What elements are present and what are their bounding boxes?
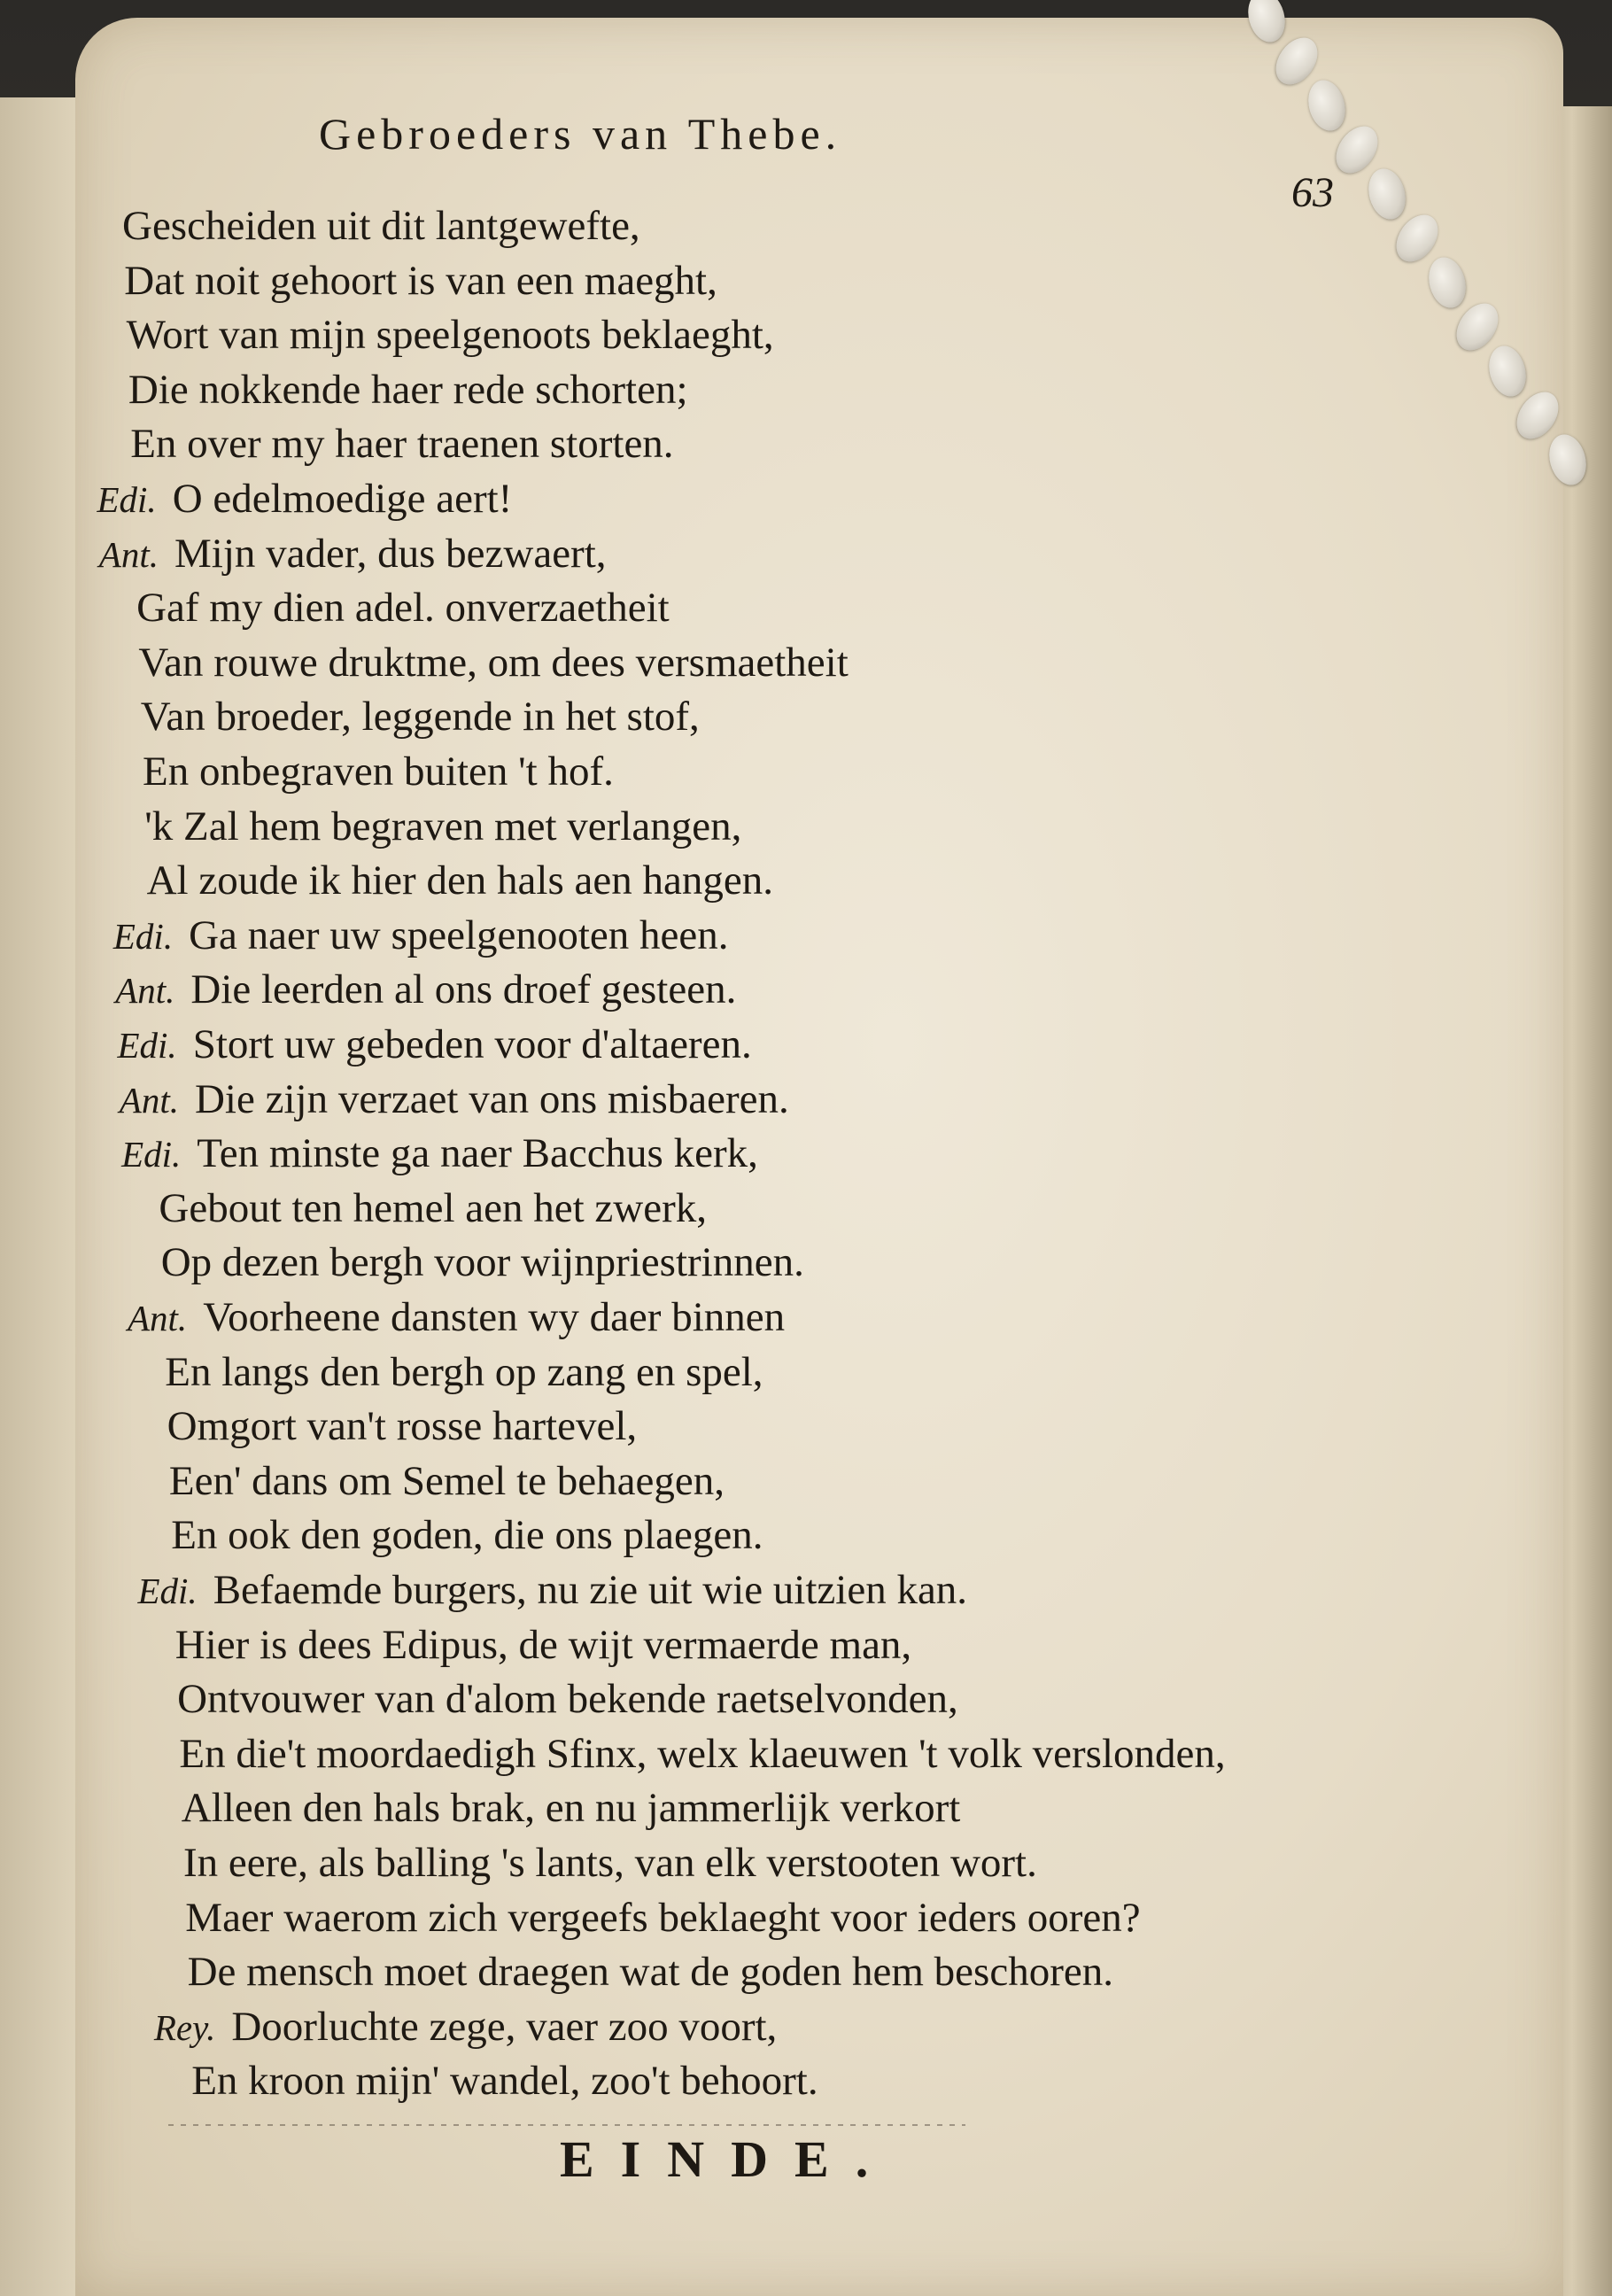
verse-line xyxy=(112,911,729,958)
speaker-label: Edi. xyxy=(97,479,157,520)
verse-line xyxy=(171,1512,763,1559)
verse-text: Maer waerom zich vergeefs beklaeght voor ieders ooren? xyxy=(185,1894,1141,1941)
verse-text: Gescheiden uit dit lantgewefte, xyxy=(122,203,640,249)
verse-line xyxy=(181,1785,961,1832)
verse-line xyxy=(187,1949,1113,1996)
verse-line xyxy=(117,1021,752,1067)
verse-text: Voorheene dansten wy daer binnen xyxy=(203,1294,786,1340)
verse-text: In eere, als balling 's lants, van elk verstooten wort. xyxy=(183,1840,1037,1886)
verse-text: Ontvouwer van d'alom bekende raetselvonden, xyxy=(177,1676,958,1723)
verse-line xyxy=(143,751,614,793)
verse-line xyxy=(177,1676,958,1723)
speaker-label: Rey. xyxy=(153,2006,216,2048)
divider xyxy=(168,2124,965,2126)
verse-line xyxy=(146,857,773,904)
verse-text: Van broeder, leggende in het stof, xyxy=(140,694,700,741)
verse-text: Hier is dees Edipus, de wijt vermaerde man, xyxy=(174,1621,912,1668)
verse-text: Stort uw gebeden voor d'altaeren. xyxy=(192,1021,752,1067)
cord-segment xyxy=(1544,430,1592,489)
verse-line xyxy=(130,421,674,468)
verse-text: Die zijn verzaet van ons misbaeren. xyxy=(194,1075,789,1122)
verse-line xyxy=(160,1239,804,1286)
verse-text: Ten minste ga naer Bacchus kerk, xyxy=(197,1130,758,1177)
verse-line xyxy=(185,1894,1141,1941)
verse-line xyxy=(183,1842,1037,1884)
verse-line xyxy=(115,966,737,1013)
verse-line xyxy=(174,1621,912,1668)
verse-text: En kroon mijn' wandel, zoo't behoort. xyxy=(191,2058,818,2105)
verse-text: En langs den bergh op zang en spel, xyxy=(165,1348,763,1395)
verse-text: Dat noit gehoort is van een maeght, xyxy=(124,257,717,304)
cord-segment xyxy=(1423,253,1471,312)
speaker-label: Edi. xyxy=(137,1571,198,1611)
speaker-label: Ant. xyxy=(128,1298,188,1338)
verse-text: Op dezen bergh voor wijnpriestrinnen. xyxy=(160,1239,804,1286)
verse-line xyxy=(165,1348,763,1395)
verse-text: Wort van mijn speelgenoots beklaeght, xyxy=(126,312,774,359)
verse-line xyxy=(124,257,717,304)
verse-text: Een' dans om Semel te behaegen, xyxy=(168,1457,725,1504)
cord-segment xyxy=(1484,342,1531,400)
verse-line xyxy=(191,2058,818,2105)
verse-line xyxy=(122,203,640,249)
verse-line xyxy=(137,1567,968,1613)
verse-line xyxy=(121,1130,758,1177)
verse-text: Alleen den hals brak, en nu jammerlijk verkort xyxy=(181,1785,961,1832)
speaker-label: Edi. xyxy=(121,1134,182,1175)
verse-text: Ga naer uw speelgenooten heen. xyxy=(189,911,729,958)
verse-text: Gaf my dien adel. onverzaetheit xyxy=(136,585,670,632)
bookmark-ribbon xyxy=(1240,0,1612,496)
speaker-label: Edi. xyxy=(112,915,174,957)
verse-line xyxy=(159,1184,707,1231)
verse-text: En die't moordaedigh Sfinx, welx klaeuwen 't volk verslonden, xyxy=(179,1730,1226,1777)
verse-line xyxy=(153,2003,778,2050)
verse-line xyxy=(128,366,688,413)
verse-line xyxy=(179,1730,1226,1777)
verse-text: Omgort van't rosse hartevel, xyxy=(167,1403,638,1450)
verse-line xyxy=(140,694,700,741)
verse-line xyxy=(144,803,742,849)
verse-text: Al zoude ik hier den hals aen hangen. xyxy=(146,857,773,904)
speaker-label: Ant. xyxy=(119,1079,179,1121)
verse-text: O edelmoedige aert! xyxy=(172,476,513,522)
finis: EINDE. xyxy=(560,2130,895,2188)
verse-line xyxy=(138,639,849,686)
verse-text: Mijn vader, dus bezwaert, xyxy=(174,530,607,577)
speaker-label: Ant. xyxy=(98,533,159,575)
verse-line xyxy=(128,1294,786,1340)
verse-text: En ook den goden, die ons plaegen. xyxy=(171,1512,763,1559)
verse-text: Die nokkende haer rede schorten; xyxy=(128,366,688,413)
page-number: 63 xyxy=(1291,169,1334,216)
cord-segment xyxy=(1243,0,1290,46)
verse-text: Van rouwe druktme, om dees versmaetheit xyxy=(138,639,849,686)
cord-segment xyxy=(1303,76,1351,135)
verse-line xyxy=(97,478,513,520)
verse-line xyxy=(98,530,607,577)
verse-line xyxy=(168,1457,725,1504)
cord-segment xyxy=(1363,165,1411,223)
speaker-label: Ant. xyxy=(115,970,175,1012)
speaker-label: Edi. xyxy=(117,1025,177,1066)
verse-text: Gebout ten hemel aen het zwerk, xyxy=(159,1184,707,1231)
verse-text: En onbegraven buiten 't hof. xyxy=(143,749,614,795)
running-head: Gebroeders van Thebe. xyxy=(319,109,842,159)
verse-line xyxy=(126,312,774,359)
verse-text: En over my haer traenen storten. xyxy=(130,421,674,468)
verse-line xyxy=(167,1403,638,1450)
verse-text: Befaemde burgers, nu zie uit wie uitzien kan. xyxy=(213,1567,968,1613)
verse-line xyxy=(136,585,670,632)
verse-text: De mensch moet draegen wat de goden hem beschoren. xyxy=(187,1949,1113,1996)
verse-text: 'k Zal hem begraven met verlangen, xyxy=(144,803,742,849)
verse-text: Doorluchte zege, vaer zoo voort, xyxy=(231,2003,778,2050)
verse-text: Die leerden al ons droef gesteen. xyxy=(190,966,737,1013)
verse-line xyxy=(119,1075,789,1122)
